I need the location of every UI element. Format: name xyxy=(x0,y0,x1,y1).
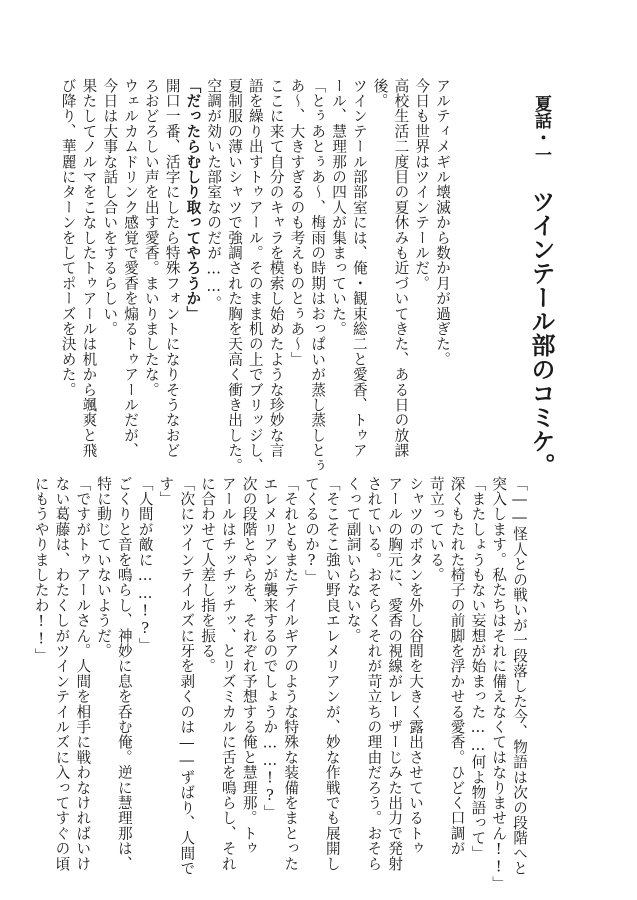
text-line: アールの胸元に、愛香の視線がレーザーじみた出力で発射 xyxy=(386,476,404,872)
upper-text-block xyxy=(57,78,452,474)
text-line: あ〜、大きすぎるのも考えものとぅあ〜」 xyxy=(288,78,306,367)
text-line: エレメリアンが襲来するのでしょうか……!?」 xyxy=(261,476,279,820)
text-line: くって副詞いらないな。 xyxy=(344,476,362,644)
text-line: シャツのボタンを外し谷間を大きく露出させているトゥ xyxy=(407,476,425,856)
chapter-title: ツインテール部のコミケ。 xyxy=(527,189,555,477)
chapter-heading xyxy=(524,95,559,515)
text-line: 次の段階とやらを、それぞれ予想する俺と慧理那。トゥ xyxy=(240,476,258,856)
text-line: ろおどろしい声を出す愛香。まいりましたな。 xyxy=(142,78,160,398)
text-line: ない葛藤は、わたくしがツインテイルズに入ってすぐの頃 xyxy=(53,476,71,872)
text-line: にもうやりましたわ!!」 xyxy=(32,476,50,664)
text-line: 語を繰り出すトゥアール。そのまま机の上でブリッジし、 xyxy=(246,78,264,474)
text-line: 高校生活二度目の夏休みも近づいてきた、ある日の放課 xyxy=(392,78,410,458)
text-line: ウェルカムドリンク感覚で愛香を煽るトゥアールだが、 xyxy=(122,78,140,458)
text-line: び降り、華麗にターンをしてポーズを決めた。 xyxy=(59,78,77,398)
text-line: 後。 xyxy=(371,78,389,109)
text-line: 突入します。私たちはそれに備えなくてはなりません!!」 xyxy=(490,476,508,892)
text-line: ール、慧理那の四人が集まっていた。 xyxy=(330,78,348,337)
text-line: されている。おそらくそれが苛立ちの理由だろう。おそら xyxy=(365,476,383,872)
text-line: 「だったらむしり取ってやろうか」 xyxy=(184,78,202,322)
lower-text-block xyxy=(30,476,529,892)
text-line: 特に動じていないようだ。 xyxy=(95,476,113,659)
text-line: 空調が効いた部室なのだが……。 xyxy=(205,78,223,311)
text-line: 「とぅあとぅあ〜、梅雨の時期はおっぱいが蒸し蒸しとぅ xyxy=(309,78,327,474)
text-line: 苛立っている。 xyxy=(427,476,445,583)
text-line: 「ですがトゥアールさん。人間を相手に戦わなければいけ xyxy=(74,476,92,872)
text-line: 「次にツインテイルズに牙を剥くのは――ずばり、人間で xyxy=(178,476,196,876)
text-line: 深くもたれた椅子の前脚を浮かせる愛香。ひどく口調が xyxy=(448,476,466,856)
text-line: 「――怪人との戦いが一段落した今、物語は次の段階へと xyxy=(511,476,528,876)
text-line: 「そこそこ強い野良エレメリアンが、妙な作戦でも展開し xyxy=(323,476,341,872)
text-line: 今日も世界はツインテールだ。 xyxy=(413,78,431,291)
text-line: 「人間が敵に……!?」 xyxy=(136,476,154,653)
text-line: アルティメギル壊滅から数か月が過ぎた。 xyxy=(434,78,451,367)
text-line: に合わせて人差し指を振る。 xyxy=(199,476,217,674)
text-line: アールはチッチッチッ、とリズミカルに舌を鳴らし、それ xyxy=(219,476,237,872)
text-line: 「またしょうもない妄想が始まった……何よ物語って」 xyxy=(469,476,487,861)
text-line: 果たしてノルマをこなしたトゥアールは机から颯爽と飛 xyxy=(80,78,98,458)
text-line: てくるのか?」 xyxy=(303,476,321,585)
text-line: ごくりと音を鳴らし、神妙に息を呑む俺。逆に慧理那は、 xyxy=(115,476,133,872)
chapter-label: 夏話・一 xyxy=(531,95,551,163)
text-line: ツインテール部部室には、俺・観束総二と愛香、トゥア xyxy=(350,78,368,458)
text-line: 今日は大事な話し合いをするらしい。 xyxy=(101,78,119,337)
text-line: 「それともまたテイルギアのような特殊な装備をまとった xyxy=(282,476,300,872)
text-line: ここに来て自分のキャラを模索し始めたような珍妙な言 xyxy=(267,78,285,458)
text-line: 夏制服の薄いシャツで強調された胸を天高く衝き出した。 xyxy=(226,78,244,474)
text-line: 開口一番、活字にしたら特殊フォントになりそうなおど xyxy=(163,78,181,458)
text-line: す」 xyxy=(157,476,175,507)
